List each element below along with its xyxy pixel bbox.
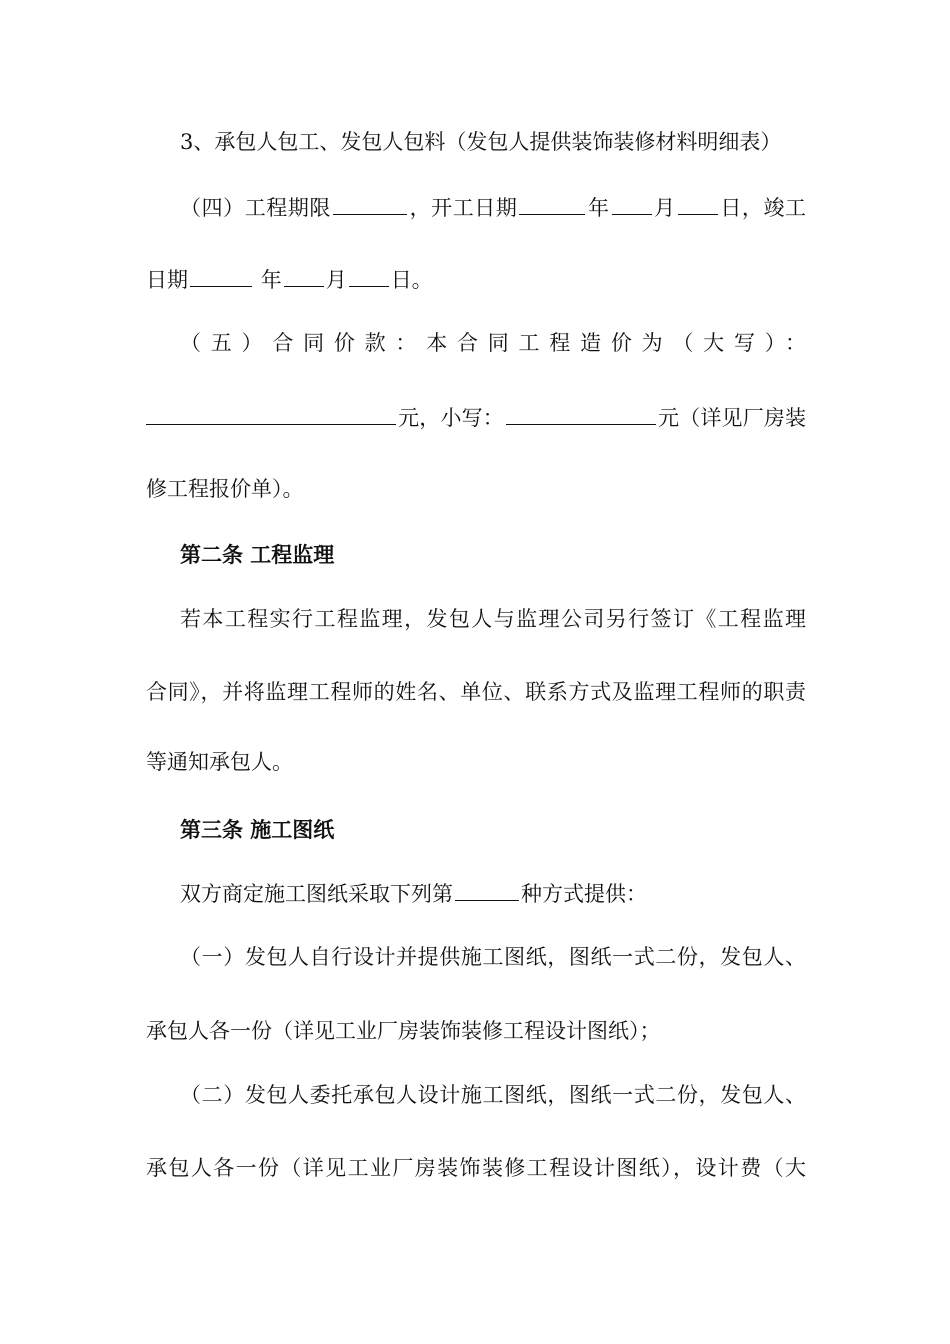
completion-month-blank[interactable] — [284, 264, 324, 287]
article-3-heading: 第三条 施工图纸 — [180, 818, 335, 842]
drawing-option-1-line-2: 承包人各一份（详见工业厂房装饰装修工程设计图纸）； — [146, 1019, 661, 1043]
start-day-blank[interactable] — [678, 192, 718, 215]
yuan-small-label: 元，小写： — [398, 406, 504, 430]
article-2-heading: 第二条 工程监理 — [180, 543, 335, 567]
contract-price-heading: （五）合同价款：本合同工程造价为（大写）： — [180, 331, 806, 355]
project-period-line — [180, 192, 806, 223]
supervision-para-line-1: 若本工程实行工程监理，发包人与监理公司另行签订《工程监理 — [180, 607, 806, 631]
completion-year-label: 年 — [260, 268, 282, 292]
completion-label: 日期 — [146, 268, 188, 292]
completion-year-blank[interactable] — [190, 264, 252, 287]
drawing-option-2-line-1: （二）发包人委托承包人设计施工图纸，图纸一式二份，发包人、 — [180, 1083, 806, 1107]
drawing-method-blank[interactable] — [455, 878, 519, 901]
completion-day-blank[interactable] — [349, 264, 389, 287]
start-year-blank[interactable] — [519, 192, 585, 215]
period-label: （四）工程期限 — [180, 196, 331, 220]
start-day-label: 日，竣工 — [719, 196, 806, 220]
supervision-para-line-2: 合同》，并将监理工程师的姓名、单位、联系方式及监理工程师的职责 — [146, 680, 806, 704]
completion-day-label: 日。 — [390, 268, 433, 292]
amount-words-blank[interactable] — [146, 402, 396, 425]
drawing-method-label: 双方商定施工图纸采取下列第 — [180, 882, 453, 906]
contract-mode-item-3: 3、承包人包工、发包人包料（发包人提供装饰装修材料明细表） — [180, 130, 782, 154]
period-blank[interactable] — [333, 192, 407, 215]
contract-price-amount-line — [146, 402, 806, 433]
amount-figures-blank[interactable] — [506, 402, 656, 425]
supervision-para-line-3: 等通知承包人。 — [146, 750, 293, 774]
drawing-option-2-line-2: 承包人各一份（详见工业厂房装饰装修工程设计图纸），设计费（大 — [146, 1156, 806, 1180]
completion-month-label: 月 — [325, 268, 347, 292]
start-month-blank[interactable] — [612, 192, 652, 215]
yuan-detail-label: 元（详见厂房装 — [657, 406, 806, 430]
start-date-label: ，开工日期 — [409, 196, 518, 220]
drawing-method-suffix: 种方式提供： — [521, 882, 647, 906]
start-month-label: 月 — [653, 196, 676, 220]
drawing-option-1-line-1: （一）发包人自行设计并提供施工图纸，图纸一式二份，发包人、 — [180, 945, 806, 969]
drawing-method-line — [180, 878, 806, 909]
start-year-label: 年 — [587, 196, 610, 220]
quotation-note: 修工程报价单）。 — [146, 477, 304, 501]
completion-date-line — [146, 264, 806, 295]
